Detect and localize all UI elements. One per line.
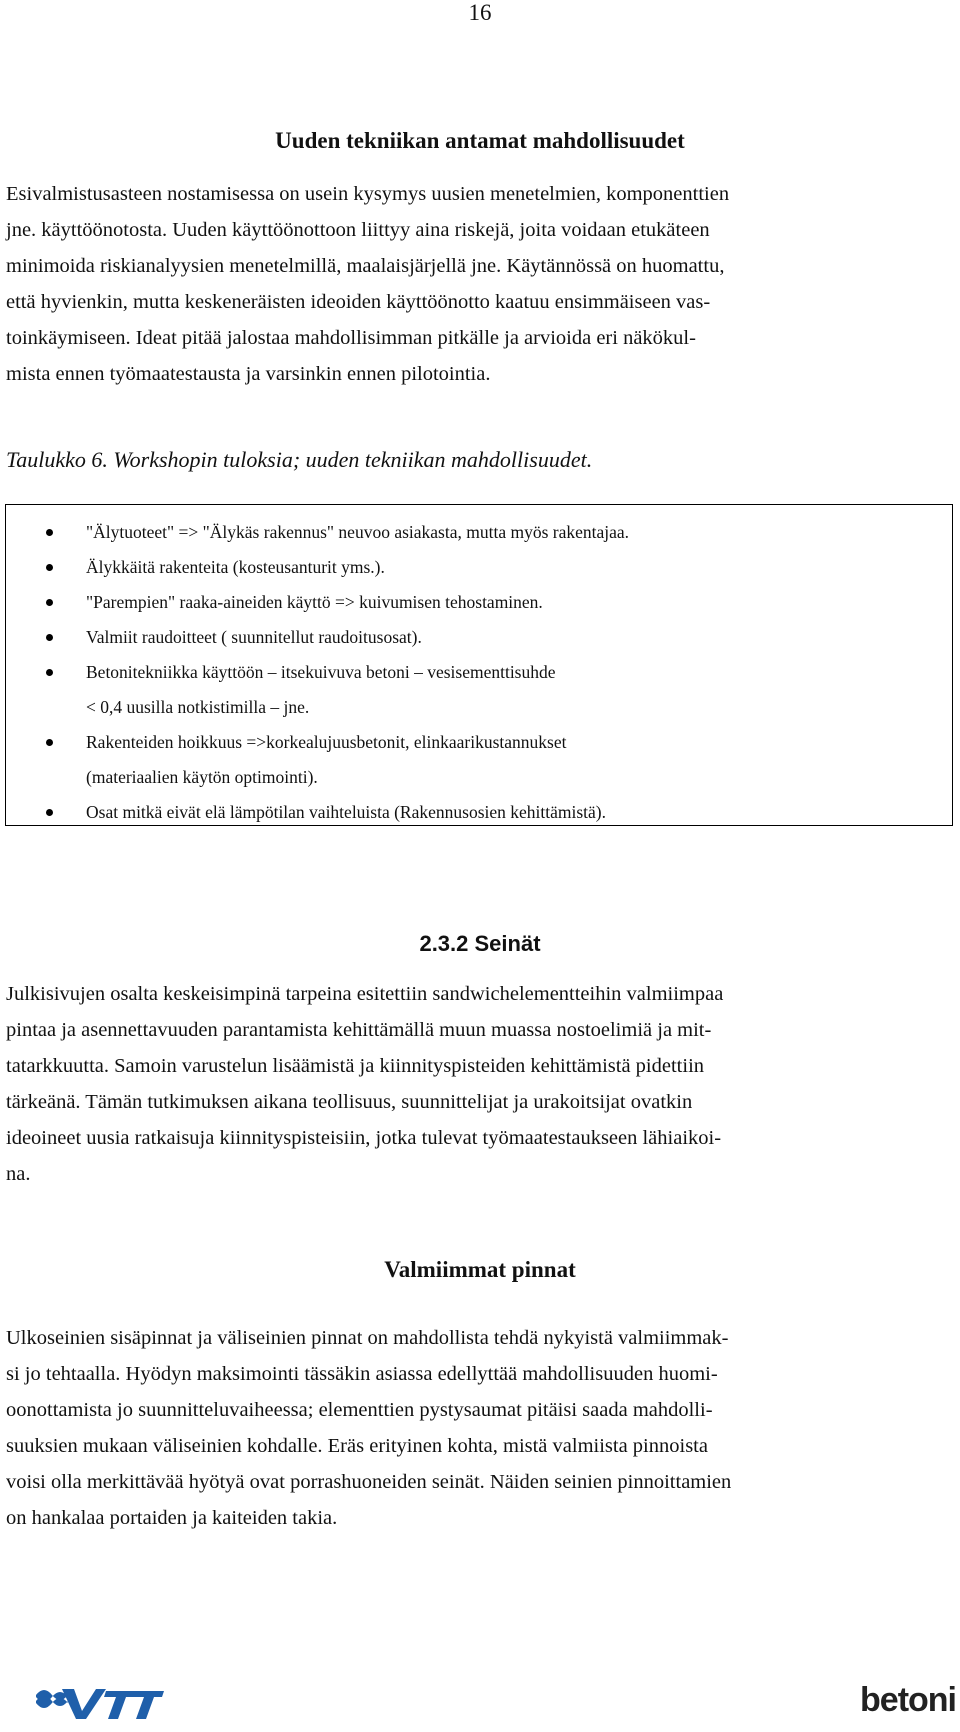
bullet-icon [46,564,53,571]
paragraph-line: minimoida riskianalyysien menetelmillä, maalaisjärjellä jne. Käytännössä on huomattu, [6,255,725,277]
paragraph-finished-surfaces [6,1320,954,1536]
section-heading-new-technology: Uuden tekniikan antamat mahdollisuudet [275,128,685,153]
list-item [6,550,952,585]
paragraph-line: Esivalmistusasteen nostamisessa on usein kysymys uusien menetelmien, komponenttien [6,183,730,205]
paragraph-line: toinkäymiseen. Ideat pitää jalostaa mahdollisimman pitkälle ja arvioida eri näkökul- [6,327,696,349]
paragraph-line: ideoineet uusia ratkaisuja kiinnityspisteisiin, jotka tulevat työmaatestaukseen lähiaikoi- [6,1127,722,1149]
list-item [6,585,952,620]
table-caption: Taulukko 6. Workshopin tuloksia; uuden tekniikan mahdollisuudet. [6,447,593,472]
list-item-text: < 0,4 uusilla notkistimilla – jne. [86,697,310,717]
section-heading-walls: 2.3.2 Seinät [419,931,541,956]
betoni-logo: betoni [860,1681,956,1719]
paragraph-line: voisi olla merkittävää hyötyä ovat porrashuoneiden seinät. Näiden seinien pinnoittamien [6,1471,732,1493]
paragraph-line: Julkisivujen osalta keskeisimpinä tarpeina esitettiin sandwichelementteihin valmiimpaa [6,983,724,1005]
list-item-text: Rakenteiden hoikkuus =>korkealujuusbetonit, elinkaarikustannukset [86,732,567,752]
bullet-icon [46,529,53,536]
paragraph-line: että hyvienkin, mutta keskeneräisten ideoiden käyttöönotto kaatuu ensimmäiseen vas- [6,291,711,313]
paragraph-line: suuksien mukaan väliseinien kohdalle. Eräs erityinen kohta, mistä valmiista pinnoista [6,1435,708,1457]
paragraph-line: mista ennen työmaatestausta ja varsinkin ennen pilotointia. [6,363,491,385]
vtt-logo-icon [34,1677,164,1721]
list-item [6,515,952,550]
list-item-text: Älykkäitä rakenteita (kosteusanturit yms.). [86,557,385,577]
bullet-icon [46,599,53,606]
list-item-text: (materiaalien käytön optimointi). [86,767,318,787]
paragraph-line: oonottamista jo suunnitteluvaiheessa; elementtien pystysaumat pitäisi saada mahdolli- [6,1399,713,1421]
paragraph-new-technology [6,176,954,392]
list-item-text: "Älytuoteet" => "Älykäs rakennus" neuvoo asiakasta, mutta myös rakentajaa. [86,522,630,542]
paragraph-line: na. [6,1163,31,1185]
list-item [6,620,952,655]
paragraph-line: si jo tehtaalla. Hyödyn maksimointi tässäkin asiassa edellyttää mahdollisuuden huomi- [6,1363,718,1385]
list-item-text: Osat mitkä eivät elä lämpötilan vaihteluista (Rakennusosien kehittämistä). [86,802,607,822]
paragraph-line: on hankalaa portaiden ja kaiteiden takia. [6,1507,338,1529]
bullet-icon [46,669,53,676]
list-item-text: Betonitekniikka käyttöön – itsekuivuva betoni – vesisementtisuhde [86,662,556,682]
section-heading-finished-surfaces: Valmiimmat pinnat [384,1257,576,1282]
workshop-results-table [5,504,953,826]
paragraph-line: tärkeänä. Tämän tutkimuksen aikana teollisuus, suunnittelijat ja urakoitsijat ovatkin [6,1091,693,1113]
paragraph-line: tatarkkuutta. Samoin varustelun lisäämistä ja kiinnityspisteiden kehittämistä pidettiin [6,1055,705,1077]
vtt-logo [34,1677,164,1721]
bullet-icon [46,739,53,746]
list-item-text: Valmiit raudoitteet ( suunnitellut raudoitusosat). [86,627,422,647]
paragraph-walls [6,976,954,1192]
paragraph-line: Ulkoseinien sisäpinnat ja väliseinien pinnat on mahdollista tehdä nykyistä valmiimmak- [6,1327,729,1349]
list-item [6,795,952,830]
bullet-icon [46,634,53,641]
bullet-icon [46,809,53,816]
paragraph-line: pintaa ja asennettavuuden parantamista kehittämällä muun muassa nostoelimiä ja mit- [6,1019,712,1041]
list-item-text: "Parempien" raaka-aineiden käyttö => kuivumisen tehostaminen. [86,592,543,612]
page-number: 16 [468,0,492,25]
results-list [6,515,952,830]
paragraph-line: jne. käyttöönotosta. Uuden käyttöönottoon liittyy aina riskejä, joita voidaan etukäteen [6,219,710,241]
list-item [6,725,952,795]
list-item [6,655,952,725]
